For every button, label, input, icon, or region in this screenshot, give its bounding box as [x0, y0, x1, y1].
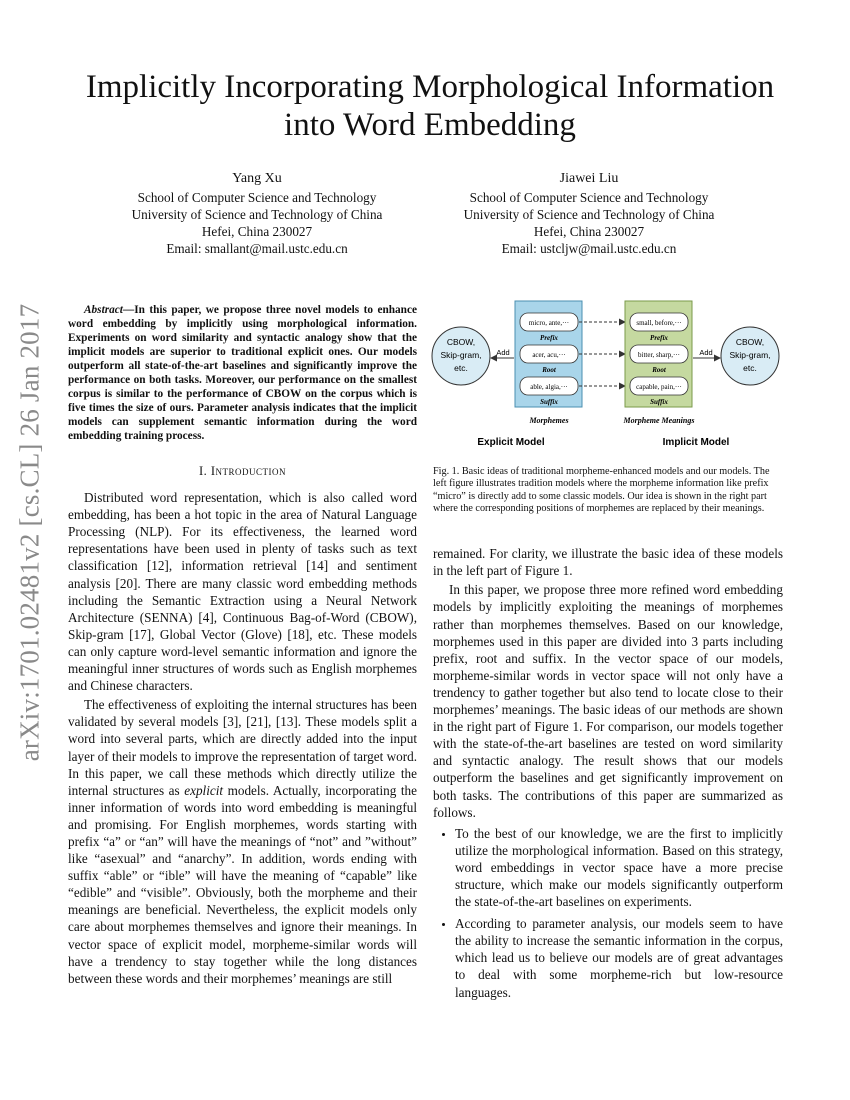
morpheme-suffix-label: Suffix [540, 398, 558, 406]
section-number: I. [198, 464, 208, 478]
right-column [433, 466, 783, 1006]
author-email: Email: ustcljw@mail.ustc.edu.cn [501, 241, 677, 256]
morpheme-prefix-value: micro, ante,··· [528, 319, 570, 327]
author-block-1 [92, 170, 422, 257]
paper-title [60, 68, 800, 144]
contributions-list [433, 825, 783, 1001]
left-circle-line-2: Skip-gram, [440, 350, 482, 360]
list-item: • To the best of our knowledge, we are the first to implicitly utilize the morphological information. Based on this strategy, word embeddings in vector space have a more precise structure, which make our models significantly outperform the state-of-the-art baselines on experiments. [455, 825, 783, 910]
abstract [68, 303, 417, 443]
intro-paragraph-1: Distributed word representation, which is also called word embedding, has been a hot topic in the area of Natural Language Processing (NLP). For its effectiveness, the learned word representations have been used in plenty of tasks such as text classification [12], information retrieval [14] and sentiment analysis [20]. There are many classic word embedding methods including the Semantic Extraction using a Neural Network Architecture (SENNA) [4], Continuous Bag-of-Word (CBOW), Skip-gram [17], Global Vector (Glove) [18], etc. These models can only capture word-level semantic information and ignore the meaningful inner structures of words such as English morphemes and Chinese characters. [68, 490, 417, 694]
left-circle-line-1: CBOW, [446, 337, 476, 347]
meanings-caption: Morpheme Meanings [623, 416, 695, 425]
arxiv-stamp [6, 300, 54, 765]
right-circle-line-3: etc. [743, 363, 757, 373]
morpheme-prefix-label: Prefix [540, 334, 558, 342]
right-paragraph-1: remained. For clarity, we illustrate the basic idea of these models in the left part of Figure 1. [433, 546, 783, 579]
figure-1-diagram [428, 296, 788, 456]
morphemes-caption: Morphemes [529, 416, 569, 425]
meaning-root-label: Root [652, 366, 666, 374]
author-name: Yang Xu [232, 171, 282, 186]
left-column [68, 303, 417, 989]
title-line-2: into Word Embedding [284, 107, 576, 143]
right-circle-line-1: CBOW, [735, 337, 765, 347]
meaning-suffix-value: capable, pain,··· [636, 383, 682, 391]
author-univ: University of Science and Technology of China [131, 207, 383, 222]
intro-paragraph-2-part-a: The effectiveness of exploiting the internal structures has been validated by several models [3], [21], [13]. These models split a word into several parts, which are directly added into the input layer of their models to improve the representation of target word. In this paper, we call these methods which directly utilize the internal structures as [68, 697, 417, 798]
author-dept: School of Computer Science and Technology [469, 190, 709, 205]
intro-paragraph-2-part-b: models. Actually, incorporating the inner information of words into word embedding is meaningful and promising. For English morphemes, words starting with prefix “a” or “an” will have the meanings of “not” and ”without” like “asexual” and “anarchy”. In addition, words ending with suffix “able” or “ible” will have the meaning of “capable” like “edible” and “visible”. Obviously, both the morpheme and their meanings are beneficial. Nevertheless, the explicit models only care about morphemes themselves and ignore their meanings. In vector space of explicit model, morpheme-similar words will have a trendency to stay together while the long distances between these words and their morphemes’ meanings are still [68, 782, 417, 986]
implicit-model-label: Implicit Model [662, 437, 730, 448]
author-city: Hefei, China 230027 [201, 224, 313, 239]
abstract-label: Abstract [84, 304, 123, 316]
right-paragraph-2: In this paper, we propose three more refined word embedding models by implicitly exploiting the meanings of morphemes rather than morphemes themselves. Based on our knowledge, morphemes used in this paper are divided into 3 parts including prefix, root and suffix. In the vector space of our models, morpheme-similar words in vector space will not only have a trendency to gather together but also tend to locate close to their morphemes’ meanings. The basic ideas of our methods are shown in the right part of Figure 1. For comparison, our models together with the state-of-the-art baselines are tested on word similarity and syntactic analogy. The result shows that our models outperform the baselines and get significantly improvement on both tasks. The contributions of this paper are summarized as follows. [433, 582, 783, 820]
figure-1 [428, 296, 788, 456]
section-title: Introduction [210, 464, 287, 478]
author-name: Jiawei Liu [559, 171, 619, 186]
author-email: Email: smallant@mail.ustc.edu.cn [166, 241, 348, 256]
title-line-1: Implicitly Incorporating Morphological Information [85, 69, 775, 105]
author-univ: University of Science and Technology of China [463, 207, 715, 222]
meaning-prefix-value: small, before,··· [636, 319, 682, 327]
morpheme-root-label: Root [542, 366, 556, 374]
figure-1-caption: Fig. 1. Basic ideas of traditional morpheme-enhanced models and our models. The left figure illustrates tradition models where the morpheme information like prefix “micro” is directly add to some classic models. Our idea is shown in the right part where the corresponding positions of morphemes are replaced by their meanings. [433, 466, 770, 514]
explicit-emphasis: explicit [184, 782, 224, 798]
author-dept: School of Computer Science and Technology [137, 190, 377, 205]
left-add-label: Add [496, 348, 510, 357]
morpheme-root-value: acer, acu,··· [532, 351, 566, 359]
right-add-label: Add [699, 348, 713, 357]
author-city: Hefei, China 230027 [533, 224, 645, 239]
explicit-model-label: Explicit Model [477, 437, 545, 448]
list-item: • According to parameter analysis, our models seem to have the ability to increase the semantic information in the corpus, which lead us to believe our models are of great advantages to deal with some morpheme-rich but low-resource languages. [455, 915, 783, 1000]
abstract-text: —In this paper, we propose three novel models to enhance word embedding by implicitly using morphological information. Experiments on word similarity and syntactic analogy show that the implicit models are superior to traditional explicit ones. Our models outperform all state-of-the-art baselines and significantly improve the performance on both tasks. Moreover, our performance on the smallest corpus is similar to the performance of CBOW on the corpus which is five times the size of ours. Parameter analysis indicates that the implicit models can supplement semantic information during the word embedding training process. [68, 304, 417, 442]
author-block-2 [424, 170, 754, 257]
meaning-prefix-label: Prefix [650, 334, 668, 342]
meaning-suffix-label: Suffix [650, 398, 668, 406]
intro-paragraph-2 [68, 696, 417, 987]
arxiv-stamp-text: arXiv:1701.02481v2 [cs.CL] 26 Jan 2017 [14, 303, 45, 762]
section-heading-introduction [68, 463, 417, 480]
right-circle-line-2: Skip-gram, [729, 350, 771, 360]
left-circle-line-3: etc. [454, 363, 468, 373]
meaning-root-value: bitter, sharp,··· [638, 351, 680, 359]
morpheme-suffix-value: able, algia,··· [530, 383, 568, 391]
